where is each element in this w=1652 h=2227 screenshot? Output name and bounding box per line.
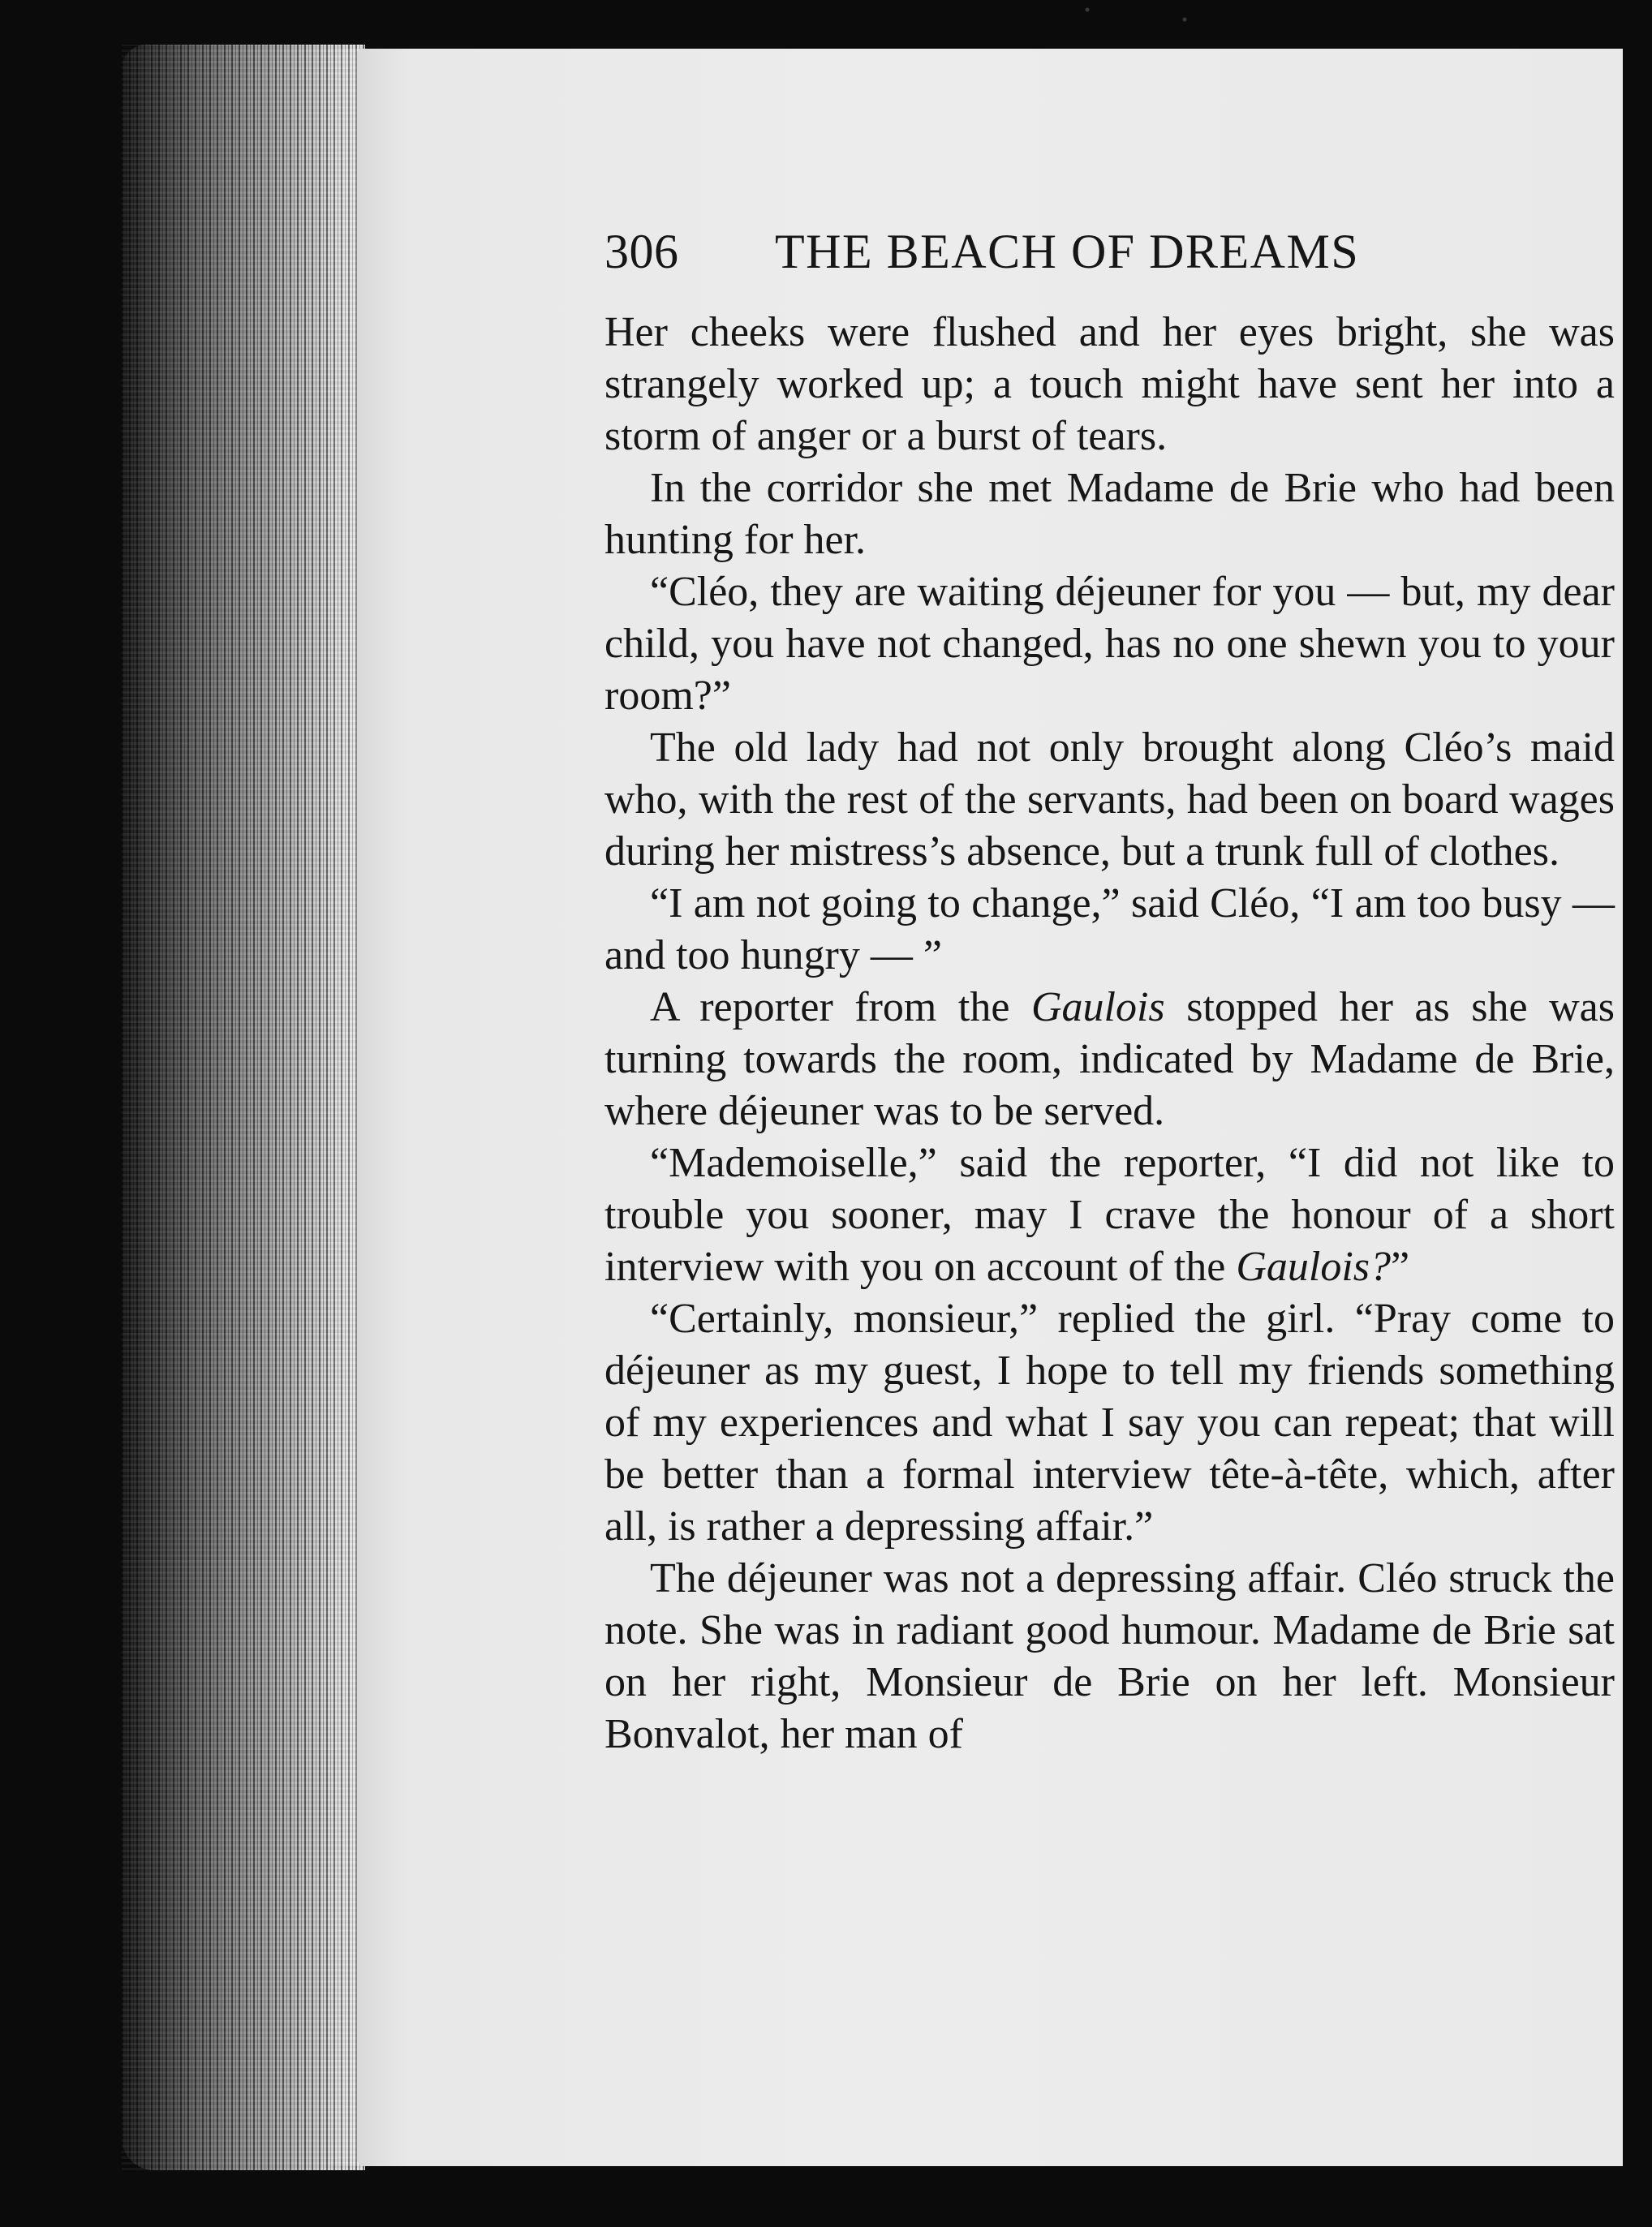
- newspaper-name: Gaulois: [1030, 984, 1165, 1030]
- paragraph-text: A reporter from the: [650, 984, 1031, 1030]
- scan-dust: [1014, 0, 1258, 32]
- newspaper-name: Gaulois?: [1236, 1244, 1392, 1290]
- paragraph: The déjeuner was not a depressing affair. Cléo struck the note. She was in radiant good humour. Madame de Brie sat on her right, Monsieur de Brie on her left. Monsieur Bonvalot, her man of: [604, 1555, 1615, 1757]
- paragraph: [604, 1137, 1615, 1293]
- paragraph: “Cléo, they are waiting déjeuner for you — but, my dear child, you have not changed, has no one shewn you to your room?”: [604, 569, 1615, 719]
- paragraph-text: “Mademoiselle,” said the reporter, “I did not like to trouble you sooner, may I crave the honour of a short interview with you on account of the: [604, 1140, 1615, 1290]
- paragraph-text: ”: [1391, 1244, 1410, 1290]
- page-number: 306: [604, 225, 679, 278]
- paragraph-text: stopped her as she was turning towards the room, indicated by Madame de Brie, where déjeuner was to be served.: [604, 984, 1615, 1134]
- paragraph: In the corridor she met Madame de Brie who had been hunting for her.: [604, 465, 1615, 563]
- paragraph: “Certainly, monsieur,” replied the girl. “Pray come to déjeuner as my guest, I hope to tell my friends something of my experiences and what I say you can repeat; that will be better than a formal interview tête-à-tête, which, after all, is rather a depressing affair.”: [604, 1296, 1615, 1550]
- running-head: [604, 219, 1615, 284]
- paragraph: Her cheeks were flushed and her eyes bright, she was strangely worked up; a touch might have sent her into a storm of anger or a burst of tears.: [604, 309, 1615, 459]
- paragraph: The old lady had not only brought along Cléo’s maid who, with the rest of the servants, had been on board wages during her mistress’s absence, but a trunk full of clothes.: [604, 724, 1615, 875]
- running-title: THE BEACH OF DREAMS: [775, 225, 1360, 278]
- paragraph: [604, 982, 1615, 1137]
- text-block: [604, 219, 1615, 1761]
- paragraph: “I am not going to change,” said Cléo, “I am too busy — and too hungry — ”: [604, 880, 1615, 978]
